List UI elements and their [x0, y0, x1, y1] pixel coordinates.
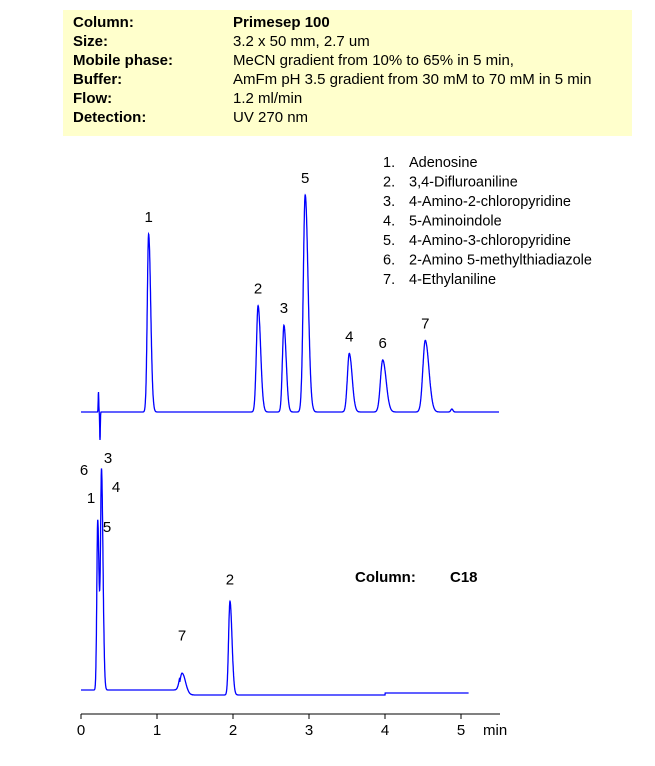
peak-label: 5: [301, 170, 310, 187]
column-annotation-value: C18: [450, 569, 478, 586]
peak-label: 4: [345, 328, 354, 346]
legend-entry: 4-Amino-3-chloropyridine: [409, 233, 571, 249]
peak-label: 5: [102, 519, 112, 536]
condition-label: Flow:: [73, 90, 113, 107]
condition-label: Size:: [73, 33, 109, 50]
legend-entry: 4-Ethylaniline: [409, 272, 497, 288]
trace-primesep-100: [81, 195, 499, 440]
peak-label: 4: [111, 479, 121, 496]
legend-entry: 5-Aminoindole: [409, 213, 502, 230]
legend-number: 6.: [383, 252, 396, 269]
condition-label: Detection:: [73, 109, 147, 126]
x-axis-label: min: [483, 722, 508, 739]
x-tick-label: 5: [456, 722, 466, 739]
legend-entry: 3,4-Difluroaniline: [409, 174, 518, 191]
legend-entry: 4-Amino-2-chloropyridine: [409, 194, 571, 210]
peak-label: 1: [144, 209, 153, 227]
x-tick-label: 4: [380, 722, 390, 739]
condition-value: 1.2 ml/min: [233, 90, 303, 107]
x-tick-label: 1: [152, 722, 162, 739]
condition-value: AmFm pH 3.5 gradient from 30 mM to 70 mM in 5 min: [233, 71, 592, 88]
x-tick-label: 3: [304, 722, 314, 739]
condition-value: 3.2 x 50 mm, 2.7 um: [233, 33, 370, 50]
condition-label: Mobile phase:: [73, 52, 174, 69]
column-annotation-label: Column:: [355, 569, 416, 586]
legend-entry: 2-Amino 5-methylthiadiazole: [409, 252, 592, 269]
x-tick-label: 2: [228, 722, 238, 739]
legend-number: 5.: [383, 233, 396, 249]
condition-value: Primesep 100: [233, 14, 330, 31]
peak-label: 2: [225, 571, 235, 589]
peak-label: 6: [79, 462, 89, 479]
legend-number: 2.: [383, 174, 396, 191]
peak-label: 7: [421, 315, 430, 333]
legend-number: 4.: [383, 213, 396, 230]
peak-label: 2: [253, 280, 263, 298]
condition-label: Column:: [73, 14, 134, 31]
peak-label: 3: [279, 300, 289, 318]
condition-value: MeCN gradient from 10% to 65% in 5 min,: [233, 52, 514, 69]
legend-entry: Adenosine: [409, 155, 478, 171]
x-tick-label: 0: [76, 722, 86, 739]
peak-label: 7: [177, 627, 187, 645]
condition-value: UV 270 nm: [233, 109, 309, 126]
legend-number: 7.: [383, 272, 396, 288]
peak-label: 1: [86, 490, 96, 507]
legend-number: 3.: [383, 194, 396, 210]
condition-label: Buffer:: [73, 71, 123, 88]
legend-number: 1.: [383, 155, 396, 171]
peak-label: 3: [103, 450, 113, 467]
peak-label: 6: [378, 334, 387, 352]
